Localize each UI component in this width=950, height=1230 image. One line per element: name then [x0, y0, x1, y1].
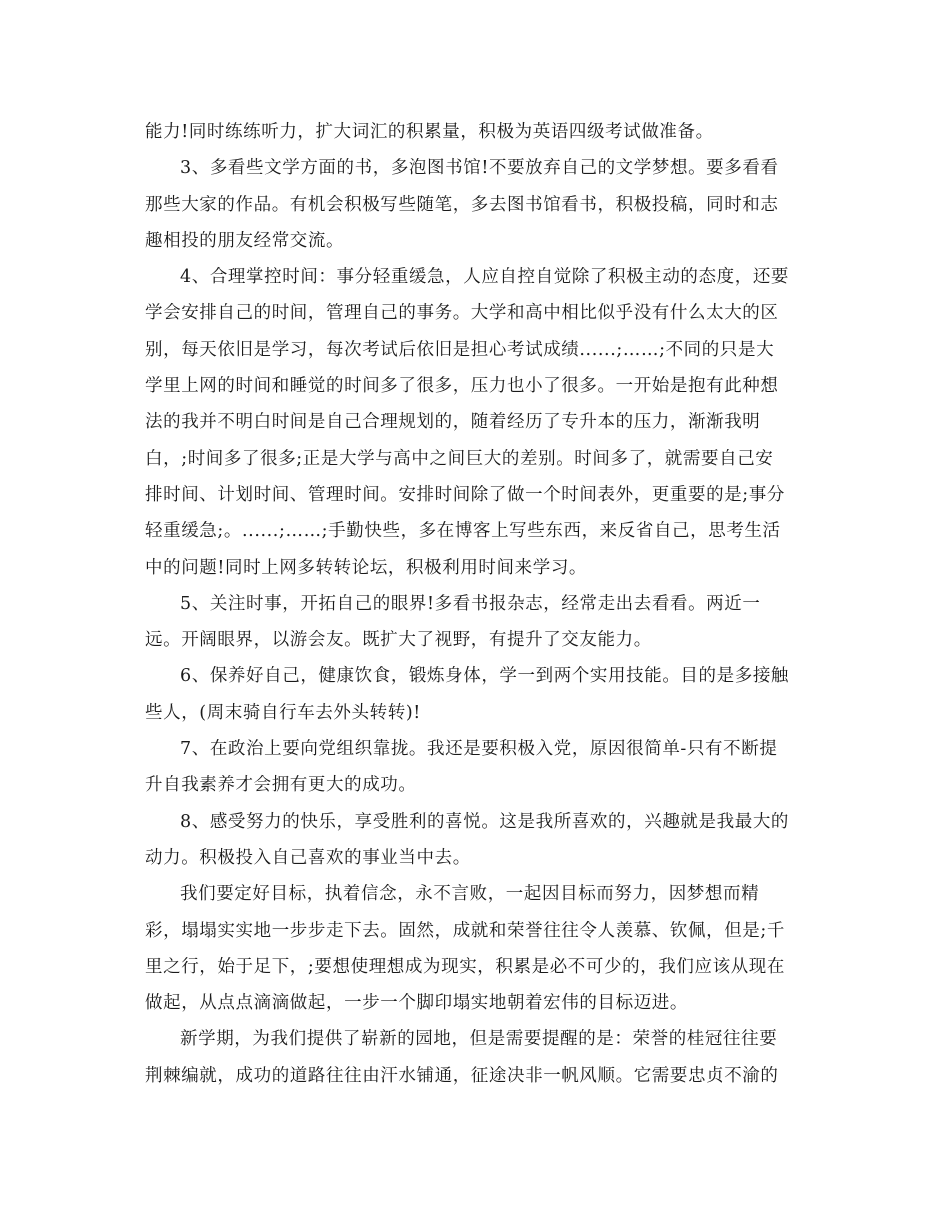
text-line: 中的问题!同时上网多转转论坛，积极利用时间来学习。 — [145, 557, 588, 578]
text-line: 些人，(周末骑自行车去外头转转)! — [145, 702, 421, 723]
text-line: 那些大家的作品。有机会积极写些随笔，多去图书馆看书，积极投稿，同时和志 — [145, 194, 779, 215]
paragraph-first-line: 6、保养好自己，健康饮食，锻炼身体，学一到两个实用技能。目的是多接触 — [180, 666, 790, 687]
paragraph-first-line: 4、合理掌控时间：事分轻重缓急，人应自控自觉除了积极主动的态度，还要 — [180, 267, 790, 288]
text-line: 能力!同时练练听力，扩大词汇的积累量，积极为英语四级考试做准备。 — [145, 122, 714, 142]
text-line: 轻重缓急;。......;……;手勤快些，多在博客上写些东西，来反省自己，思考生活 — [145, 521, 781, 542]
text-line: 升自我素养才会拥有更大的成功。 — [145, 775, 417, 796]
text-line: 白，;时间多了很多;正是大学与高中之间巨大的差别。时间多了，就需要自己安 — [145, 448, 774, 469]
text-line: 远。开阔眼界，以游会友。既扩大了视野，有提升了交友能力。 — [145, 630, 652, 651]
text-line: 彩，塌塌实实地一步步走下去。固然，成就和荣誉往往令人羡慕、钦佩，但是;千 — [145, 920, 785, 941]
paragraph-first-line: 5、关注时事，开拓自己的眼界!多看书报杂志，经常走出去看看。两近一 — [180, 593, 761, 614]
text-line: 里之行，始于足下，;要想使理想成为现实，积累是必不可少的，我们应该从现在 — [145, 956, 785, 977]
text-line: 学会安排自己的时间，管理自己的事务。大学和高中相比似乎没有什么太大的区 — [145, 303, 779, 324]
text-line: 学里上网的时间和睡觉的时间多了很多，压力也小了很多。一开始是抱有此种想 — [145, 376, 779, 397]
text-line: 荆棘编就，成功的道路往往由汗水铺通，征途决非一帆风顺。它需要忠贞不渝的 — [145, 1065, 779, 1086]
paragraph-first-line: 3、多看些文学方面的书，多泡图书馆!不要放弃自己的文学梦想。要多看看 — [180, 158, 779, 179]
paragraph-first-line: 8、感受努力的快乐，享受胜利的喜悦。这是我所喜欢的，兴趣就是我最大的 — [180, 811, 790, 832]
text-line: 排时间、计划时间、管理时间。安排时间除了做一个时间表外，更重要的是;事分 — [145, 484, 785, 505]
paragraph-first-line: 新学期，为我们提供了崭新的园地，但是需要提醒的是：荣誉的桂冠往往要 — [180, 1029, 778, 1050]
text-line: 法的我并不明白时间是自己合理规划的，随着经历了专升本的压力，渐渐我明 — [145, 412, 761, 433]
document-body — [145, 114, 805, 1094]
text-line: 趣相投的朋友经常交流。 — [145, 230, 345, 251]
paragraph-first-line: 我们要定好目标，执着信念，永不言败，一起因目标而努力，因梦想而精 — [180, 884, 760, 905]
text-line: 做起，从点点滴滴做起，一步一个脚印塌实地朝着宏伟的目标迈进。 — [145, 993, 688, 1014]
paragraph-first-line: 7、在政治上要向党组织靠拢。我还是要积极入党，原因很简单-只有不断提 — [180, 739, 778, 760]
text-line: 别，每天依旧是学习，每次考试后依旧是担心考试成绩......;……;不同的只是大 — [145, 339, 775, 360]
text-line: 动力。积极投入自己喜欢的事业当中去。 — [145, 847, 471, 868]
